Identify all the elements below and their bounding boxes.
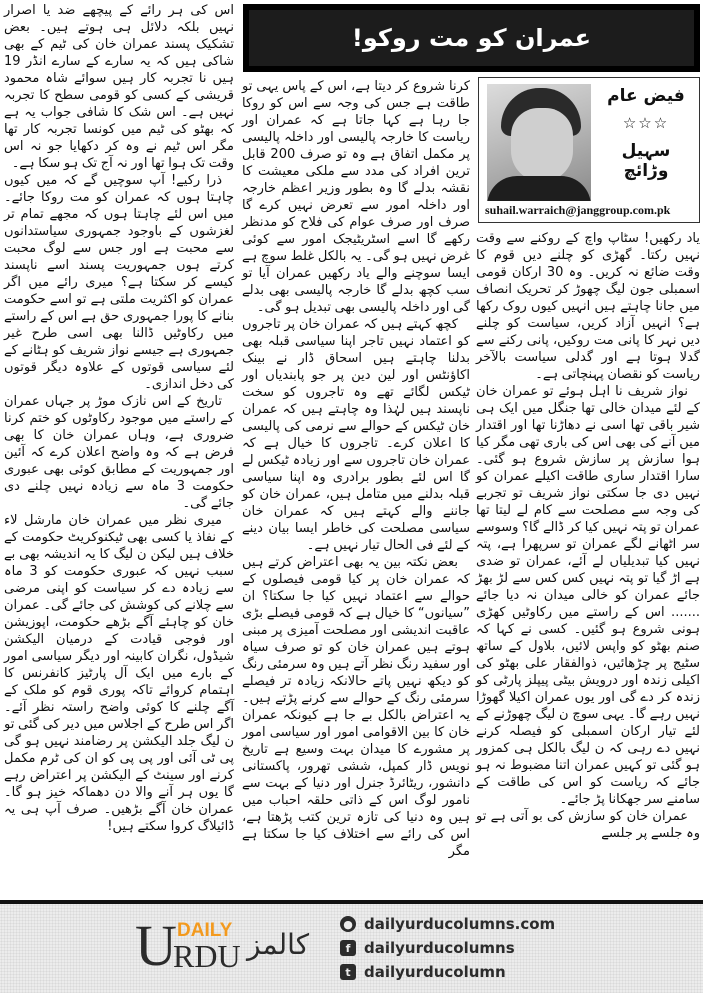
paragraph: یاد رکھیں! سٹاپ واچ کے روکنے سے وقت نہیں رکتا۔ گھڑی کو چلنے دیں قوم کا وقت ضائع نہ کریں۔ وہ 30 ارکان قومی اسمبلی جون لیگ چھوڑ کر تحریک انصاف میں جانا چاہتے ہیں انہیں کیوں روک رکھا ہے؟ انہیں آزاد کریں، سیاست کو چلنے دیں نہر کا پانی مت روکیں، پانی رکنے سے گدلا ہوتا ہے اور گدلی سیاست بالآخر ریاست کو نقصان پہنچاتی ہے۔: [476, 231, 700, 382]
paragraph: نواز شریف نا اہل ہوئے تو عمران خان کے لئے میدان خالی تھا جنگل میں ایک ہی شیر باقی تھا اسی نے دھاڑنا تھا اور اقتدار میں آنے کی بھی اس کی باری تھی مگر کیا ہوا سازش پر سازش شروع ہو گئی۔ سارا اقتدار ساری طاقت اکیلے عمران کو نہیں دی جا سکتی نواز شریف تو تجربے کی وجہ سے مصلحت سے کام لے لیتا تھا عمران تو پتہ نہیں کیا کر ڈالے گا؟ وسوسے سر اٹھانے لگے عمران تو سرپھرا ہے، پتہ نہیں کیا تبدیلیاں لے آئے، عمران تو ضدی ہے اڑ گیا تو پتہ نہیں کس کس سے لڑ بھڑ جائے عمران کو خالی میدان نہ دیا جائے ....... اس کے راستے میں رکاوٹیں کھڑی ہونی شروع ہو گئیں۔ کسی نے کہا کہ صنم بھٹو کو واپس لائیں، بلاول کے ساتھ سٹیج پر چڑھائیں، ذوالفقار علی بھٹو کی اکیلی زندہ اور درویش بیٹی پیپلز پارٹی کو زندہ کر دے گی اور یوں عمران اکیلا گھوڑا نہیں رہے گا۔ یہی سوچ ن لیگ چھوڑنے کے لئے تیار ارکان اسمبلی کو فیصلہ کرنے نہیں دے رہی کہ ن لیگ بالکل ہی کمزور ہو گئی تو کہیں عمران اتنا مضبوط نہ ہو جائے کہ ریاست کو اس کی طاقت کے سامنے سر جھکانا پڑ جائے۔: [476, 384, 700, 807]
paragraph: ذرا رکیے! آپ سوچیں گے کہ میں کیوں چاہتا ہوں کہ عمران کو مت روکا جائے۔ میں اس لئے چاہتا ہوں کہ مجھے تمام تر لغزشوں کے باوجود جمہوری سیاستدانوں سے محبت ہے اور جس سے لوگ محبت کرتے ہوں جمہوریت پسند اسے ناپسند کیسے کر سکتا ہے؟ میری رائے میں اگر عمران کو اکثریت ملتی ہے تو اسے حکومت بنانے کا پورا جمہوری حق ہے اس کے راستے میں رکاوٹیں ڈالنا بھی اسی طرح غیر جمہوری ہے جیسے نواز شریف کو ہٹانے کے لئے سیاسی قوتوں کے علاوہ دیگر قوتوں کی دخل اندازی۔: [4, 173, 234, 392]
author-box: [478, 77, 700, 223]
column-middle: [242, 78, 470, 860]
logo-urdu-script: کالمز: [247, 928, 310, 961]
logo-rdu: RDU: [173, 938, 241, 974]
title-banner: [243, 4, 700, 72]
author-photo: [487, 84, 591, 201]
column-left: [4, 2, 234, 835]
title-banner-inner: [249, 10, 694, 66]
globe-icon: ●: [340, 916, 356, 932]
website-label: dailyurducolumns.com: [364, 915, 556, 933]
facebook-label: dailyurducolumns: [364, 939, 515, 957]
column-right: [476, 230, 700, 842]
column-name: فیض عام: [607, 86, 685, 106]
paragraph: اس کی ہر رائے کے پیچھے ضد یا اصرار نہیں بلکہ دلائل ہی ہوتے ہیں۔ بعض تشکیک پسند عمران خان کی ٹیم کے بھی شاکی ہیں کہ یہ سارے کے سارے انڈر 19 ہیں نا تجربہ کار ہیں سوائے شاہ محمود قریشی کے کسی کو قومی سطح کا تجربہ نہیں ہے۔ اس شک کا شافی جواب یہ ہے کہ بھٹو کی ٹیم میں کونسا تجربہ کار تھا مگر اس ٹیم نے وہ کر دکھایا جو نہ اس وقت تک ہوا تھا اور نہ آج تک ہو سکا ہے۔: [4, 3, 234, 171]
logo-daily: DAILY: [177, 920, 233, 941]
twitter-link[interactable]: [340, 960, 555, 984]
facebook-link[interactable]: [340, 936, 555, 960]
twitter-icon: t: [340, 964, 356, 980]
logo-u: U: [135, 913, 177, 978]
author-name: سہیل وڑائچ: [621, 141, 671, 181]
facebook-icon: f: [340, 940, 356, 956]
paragraph: کرنا شروع کر دیتا ہے، اس کے پاس یہی تو طاقت ہے جس کی وجہ سے اس کو روکا جا رہا ہے کہا جاتا ہے کہ عمران اور ریاست کا خارجہ پالیسی اور داخلہ پالیسی پر مکمل اتفاق ہے وہ تو صرف 200 قابل ترین افراد کی مدد سے ملکی معیشت کا نقشہ بدلے گا وہ بطور وزیر اعظم خارجہ اور داخلہ امور سے تعرض نہیں کرے گا صرف اور صرف عوام کی فلاح کو مدنظر رکھے گا اسے اسٹریٹیجک امور سے کوئی غرض نہیں ہو گی۔ یہ بالکل غلط سوچ ہے ایسا سوچنے والے یاد رکھیں عمران آیا تو سب کچھ بدلے گا خارجہ پالیسی بھی بدلے گی اور داخلہ پالیسی بھی تبدیل ہو گی۔: [242, 79, 470, 315]
footer: [0, 904, 703, 993]
article-title: عمران کو مت روکو!: [351, 24, 592, 52]
paragraph: تاریخ کے اس نازک موڑ پر جہاں عمران کے راستے میں موجود رکاوٹوں کو ختم کرنا ضروری ہے، وہاں عمران خان کا بھی فرض ہے کہ وہ واضح اعلان کرے کہ آئین اور جمہوریت کے مطابق کوئی بھی عبوری حکومت 3 ماہ سے زیادہ نہیں چلنے دی جائے گی۔: [4, 394, 234, 511]
stars-icon: ☆☆☆: [622, 114, 670, 132]
daily-urdu-columns-logo: [135, 914, 320, 984]
website-link[interactable]: [340, 912, 555, 936]
author-email[interactable]: suhail.warraich@janggroup.com.pk: [485, 203, 671, 217]
author-info: [597, 86, 695, 181]
paragraph: کچھ کہتے ہیں کہ عمران خان پر تاجروں کو اعتماد نہیں تاجر اپنا سیاسی قبلہ بھی بدلنا چاہتے ہیں اسحاق ڈار نے بینک اکاؤنٹس اور لین دین پر جو پابندیاں اور ٹیکس لگائے تھے وہ تاجروں کو سخت ناپسند ہیں لہٰذا وہ چاہتے ہیں کہ عمران خان ٹیکس کے حوالے سے نرمی کی پالیسی کا اعلان کرے۔ تاجروں کا خیال ہے کہ عمران خان تاجروں سے اور زیادہ ٹیکس لے گا اس لئے بطور برادری وہ اپنا سیاسی قبلہ بدلنے میں متامل ہیں، عمران خان کو جاننے والے کہتے ہیں کہ عمران خان سیاسی مصلحت کی خاطر ایسا بیان دینے کے لئے فی الحال تیار نہیں ہے۔: [242, 317, 470, 553]
paragraph: عمران خان کو سازش کی بو آتی ہے تو وہ جلسے پر جلسے: [476, 809, 700, 841]
twitter-label: dailyurducolumn: [364, 963, 506, 981]
paragraph: بعض نکتہ بین یہ بھی اعتراض کرتے ہیں کہ عمران خان پر کیا قومی فیصلوں کے حوالے سے اعتماد نہیں کیا جا سکتا؟ ان ”سیانوں“ کا خیال ہے کہ قومی فیصلے بڑی عاقبت اندیشی اور مصلحت آمیزی پر مبنی ہوتے ہیں عمران خان کو تو صرف سیاہ اور سفید رنگ نظر آتے ہیں وہ سرمئی رنگ کو دیکھ نہیں پاتے حالانکہ زیادہ تر فیصلے سرمئی رنگ کے حوالے سے کرنے پڑتے ہیں۔ یہ اعتراض بالکل بے جا ہے کیونکہ عمران خان کا بین الاقوامی امور اور سیاسی امور پر مشورے کا میدان بہت وسیع ہے تاریخ نویس ڈار کمپل، ششی تھرور، پاکستانی دانشور، ریٹائرڈ جنرل اور دنیا کے بہت سے نامور لوگ اس کے ذاتی حلقہ احباب میں ہیں وہ دنیا کی تازہ ترین کتب پڑھتا ہے، اس کی رائے سے اختلاف کیا جا سکتا ہے مگر: [242, 555, 470, 859]
paragraph: میری نظر میں عمران خان مارشل لاء کے نفاذ یا کسی بھی ٹیکنوکریٹ حکومت کے خلاف ہیں لیکن ن لیگ کا یہ اندیشہ بھی بے سبب نہیں کہ عبوری حکومت کو 3 ماہ سے زیادہ دے کر سیاست کو اپنی مرضی سے چلانے کی کوشش کی جائے گی۔ عمران خان کو چاہئے آگے بڑھے حکومت، اپوزیشن اور فوجی قیادت کے درمیان الیکشن شیڈول، نگران کابینہ اور دیگر سیاسی امور کے بارے میں ایک آل پارٹیز کانفرنس کا اہتمام کروائے تاکہ پوری قوم کو ملک کے آگے چلنے کا کوئی واضح راستہ نظر آئے۔ اگر اس طرح کے اجلاس میں دیر کی گئی تو ن لیگ جلد الیکشن پر رضامند نہیں ہو گی پی ٹی آئی اور پی پی کو ان کی ٹرم مکمل کرنے اور سینٹ کے الیکشن پر اعتراض رہے گا یوں ہر آنے والا دن دھماکہ خیز ہو گا۔ عمران خان آگے بڑھیں۔ صرف آپ ہی یہ ڈائیلاگ کروا سکتے ہیں!: [4, 513, 234, 834]
footer-links: [340, 912, 555, 984]
